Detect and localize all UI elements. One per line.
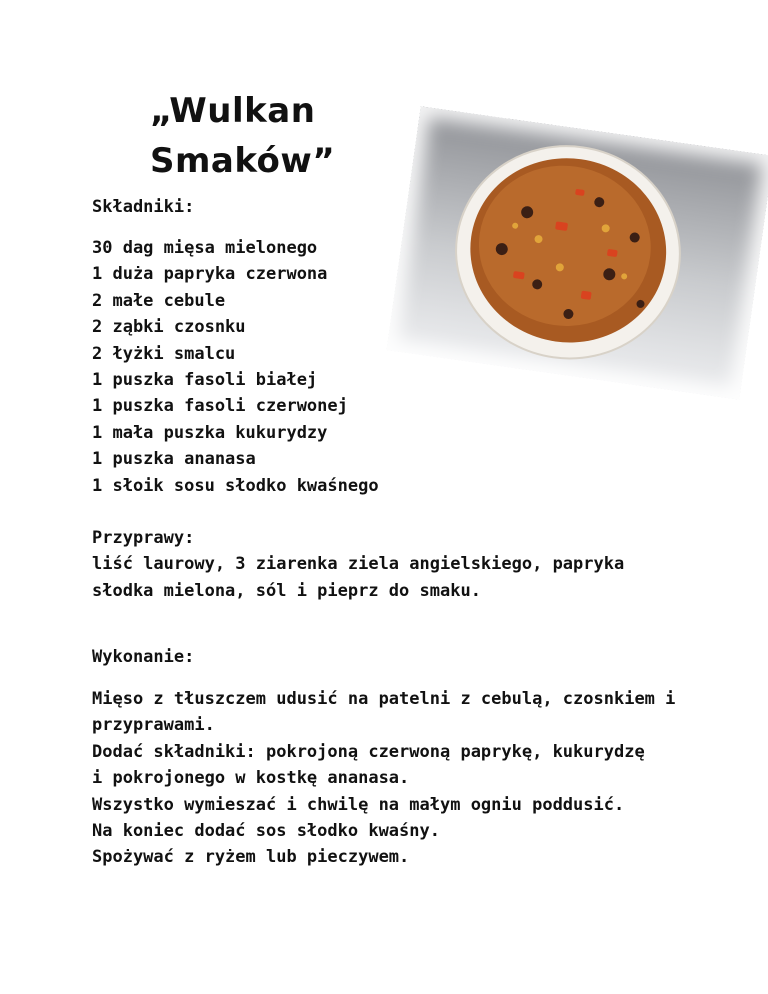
ingredient-item: 2 małe cebule [92, 290, 226, 311]
ingredient-item: 1 puszka fasoli czerwonej [92, 396, 348, 417]
method-heading: Wykonanie: [92, 647, 195, 667]
ingredient-item: 1 puszka ananasa [92, 449, 256, 470]
method-text-line: przyprawami. [92, 715, 215, 736]
recipe-title [150, 86, 335, 186]
spices-text-line: słodka mielona, sól i pieprz do smaku. [92, 580, 481, 601]
ingredient-item: 1 mała puszka kukurydzy [92, 422, 328, 443]
method-steps [92, 686, 675, 871]
method-section [92, 644, 194, 670]
ingredient-item: 1 puszka fasoli białej [92, 369, 318, 390]
chili-bowl-photo [387, 106, 768, 399]
ingredient-item: 1 duża papryka czerwona [92, 264, 328, 285]
method-text-line: Mięso z tłuszczem udusić na patelni z cebulą, czosnkiem i [92, 689, 676, 709]
ingredient-item: 1 słoik sosu słodko kwaśnego [92, 475, 379, 496]
ingredient-item: 2 łyżki smalcu [92, 343, 236, 364]
ingredient-item: 2 ząbki czosnku [92, 317, 246, 338]
spices-text-line: liść laurowy, 3 ziarenka ziela angielskiego, papryka [92, 554, 625, 575]
ingredient-item: 30 dag mięsa mielonego [92, 238, 318, 258]
spices-heading: Przyprawy: [92, 528, 195, 548]
ingredients-section [92, 194, 194, 220]
method-text-line: Dodać składniki: pokrojoną czerwoną paprykę, kukurydzę [92, 741, 645, 762]
recipe-title-line-2: Smaków” [150, 141, 336, 181]
method-text-line: i pokrojonego w kostkę ananasa. [92, 768, 410, 789]
method-text-line: Wszystko wymieszać i chwilę na małym ogniu poddusić. [92, 794, 625, 815]
ingredients-list [92, 235, 379, 499]
method-text-line: Spożywać z ryżem lub pieczywem. [92, 847, 410, 868]
ingredients-heading: Składniki: [92, 197, 195, 217]
spices-section [92, 525, 624, 604]
method-text-line: Na koniec dodać sos słodko kwaśny. [92, 820, 440, 841]
recipe-title-line-1: „Wulkan [150, 91, 316, 131]
